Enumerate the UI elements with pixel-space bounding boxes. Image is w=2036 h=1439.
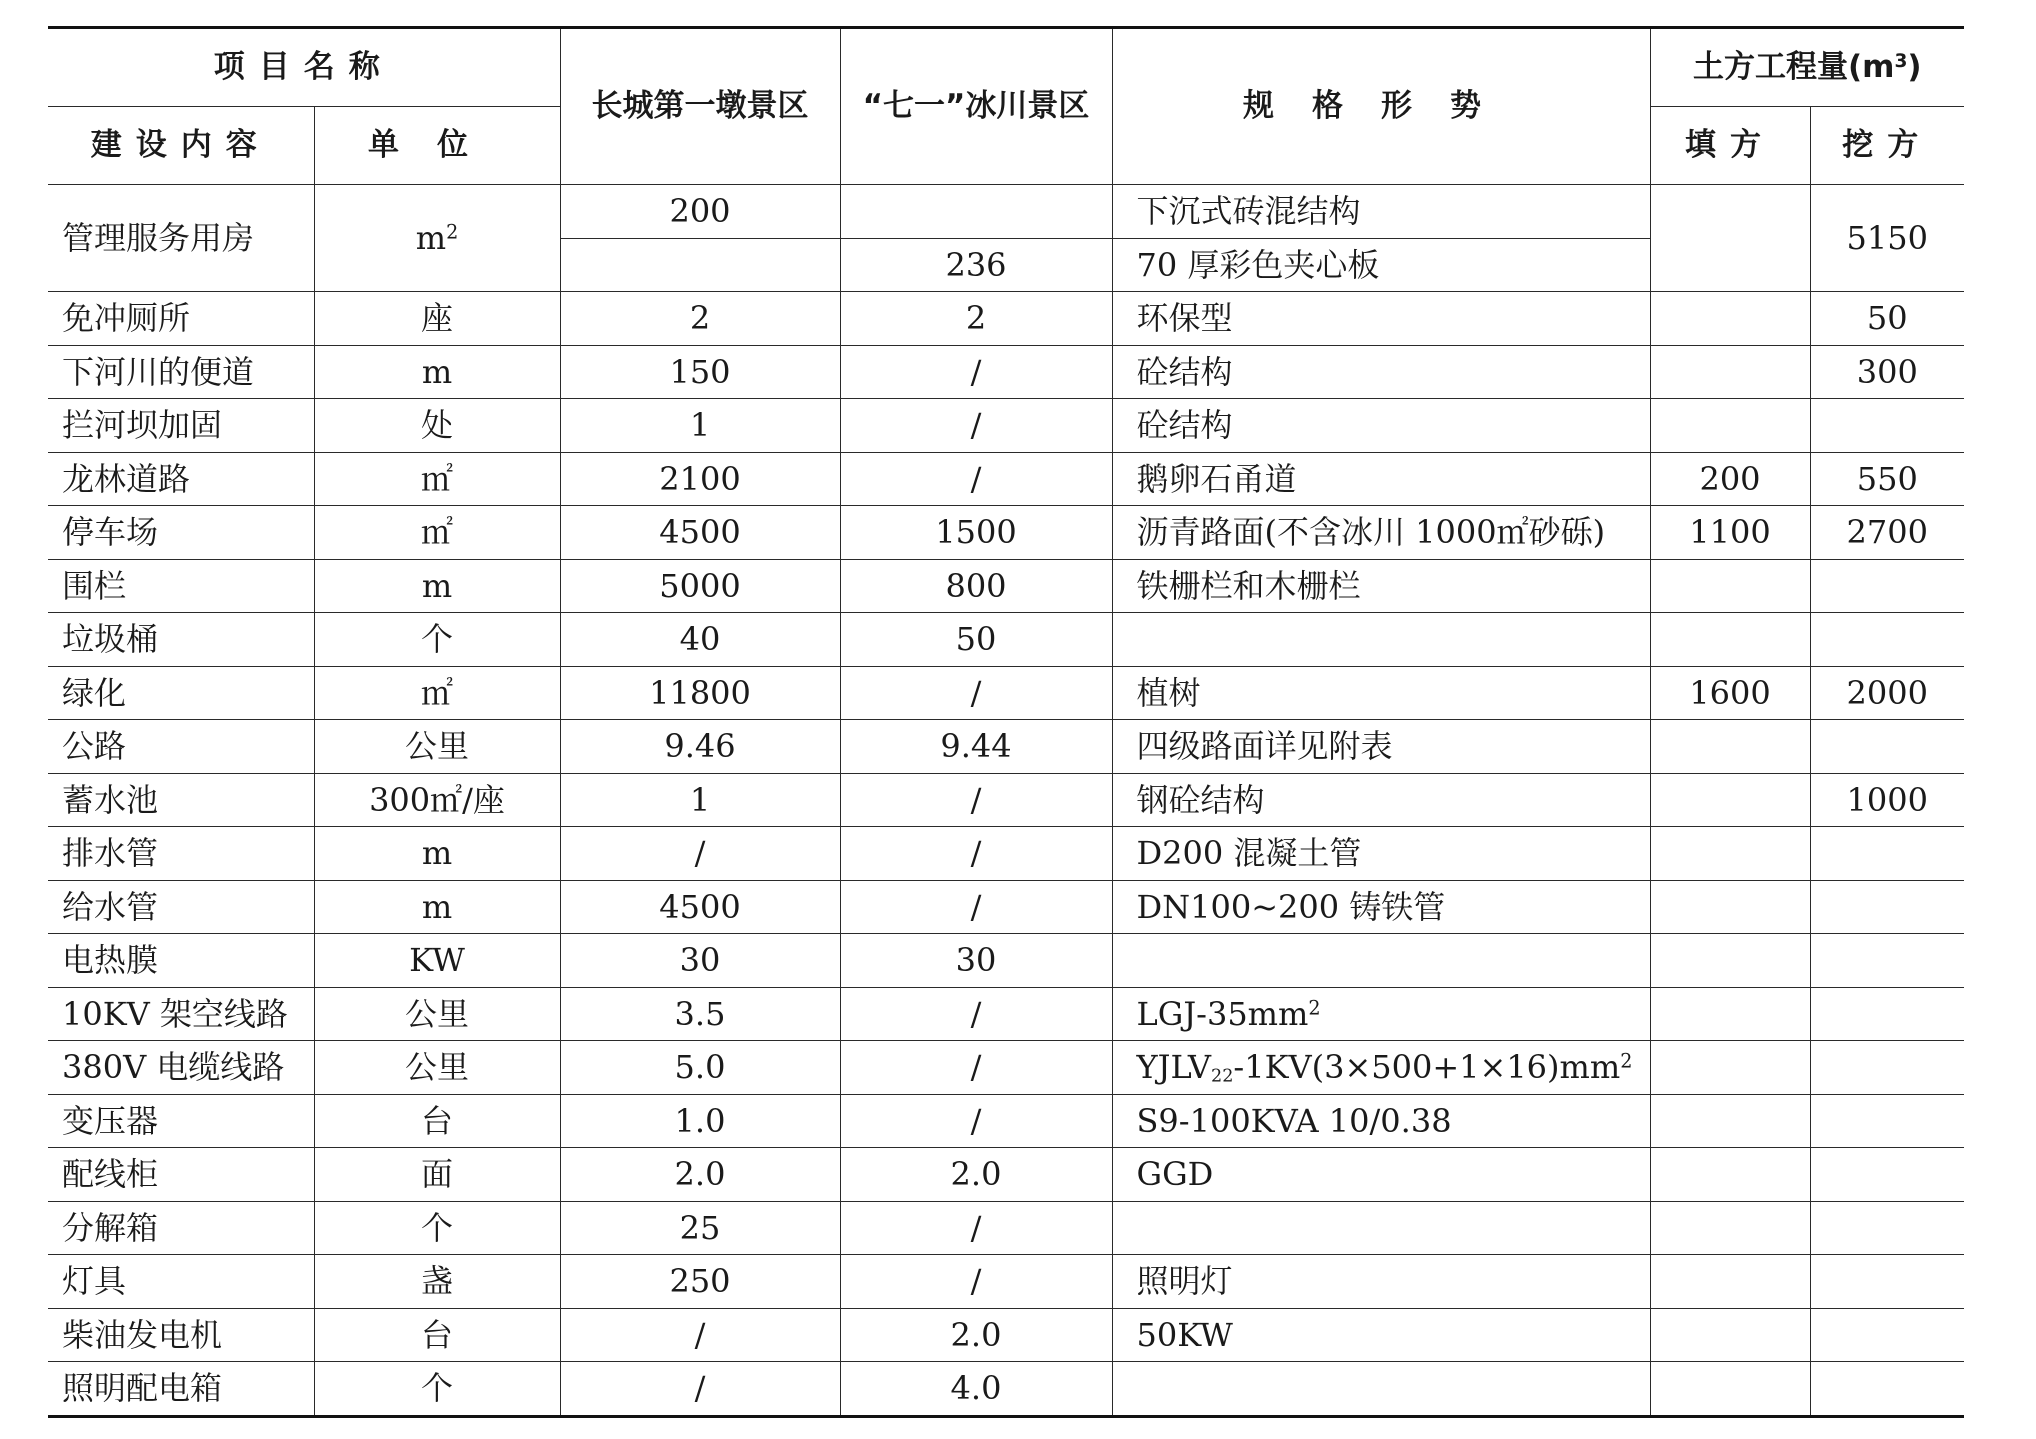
item-name: 拦河坝加固	[48, 399, 314, 453]
spec-value: 环保型	[1112, 292, 1650, 346]
table-row	[48, 613, 1964, 667]
table-row	[48, 345, 1964, 399]
item-unit: m	[314, 827, 560, 881]
excavate-value: 5150	[1810, 185, 1964, 292]
fill-value	[1650, 613, 1810, 667]
table-row	[48, 773, 1964, 827]
table-row	[48, 1308, 1964, 1362]
item-name: 变压器	[48, 1094, 314, 1148]
spec-value: DN100~200 铸铁管	[1112, 880, 1650, 934]
site-a-value: /	[560, 827, 840, 881]
site-a-value: 4500	[560, 880, 840, 934]
site-a-value: 1	[560, 399, 840, 453]
site-a-value: /	[560, 1308, 840, 1362]
item-unit: 面	[314, 1148, 560, 1202]
site-a-value: 9.46	[560, 720, 840, 774]
site-b-value: /	[840, 987, 1112, 1041]
site-b-value: 9.44	[840, 720, 1112, 774]
spec-value: 沥青路面(不含冰川 1000㎡砂砾)	[1112, 506, 1650, 560]
header-excavate: 挖方	[1810, 107, 1964, 185]
spec-value: 下沉式砖混结构	[1112, 185, 1650, 239]
header-fill: 填方	[1650, 107, 1810, 185]
excavate-value	[1810, 1308, 1964, 1362]
table-row	[48, 185, 1964, 239]
site-a-value: 30	[560, 934, 840, 988]
table-row	[48, 1255, 1964, 1309]
table-header	[48, 28, 1964, 185]
item-name: 围栏	[48, 559, 314, 613]
fill-value	[1650, 399, 1810, 453]
table-row	[48, 1094, 1964, 1148]
header-site-b: “七一”冰川景区	[840, 28, 1112, 185]
item-name: 管理服务用房	[48, 185, 314, 292]
fill-value: 1600	[1650, 666, 1810, 720]
item-name: 公路	[48, 720, 314, 774]
site-b-value: 1500	[840, 506, 1112, 560]
excavate-value: 300	[1810, 345, 1964, 399]
fill-value	[1650, 292, 1810, 346]
item-name: 垃圾桶	[48, 613, 314, 667]
spec-value	[1112, 1362, 1650, 1417]
spec-value: D200 混凝土管	[1112, 827, 1650, 881]
item-unit: 公里	[314, 1041, 560, 1095]
item-name: 380V 电缆线路	[48, 1041, 314, 1095]
construction-table	[48, 26, 1964, 1418]
spec-value: 鹅卵石甬道	[1112, 452, 1650, 506]
item-name: 分解箱	[48, 1201, 314, 1255]
table-row	[48, 720, 1964, 774]
site-a-value: 4500	[560, 506, 840, 560]
fill-value	[1650, 987, 1810, 1041]
header-construction-content: 建设内容	[48, 107, 314, 185]
fill-value	[1650, 720, 1810, 774]
spec-value: 钢砼结构	[1112, 773, 1650, 827]
item-unit: 300㎡/座	[314, 773, 560, 827]
site-a-value: 11800	[560, 666, 840, 720]
fill-value: 200	[1650, 452, 1810, 506]
fill-value	[1650, 827, 1810, 881]
site-b-value: /	[840, 1094, 1112, 1148]
table-row	[48, 666, 1964, 720]
site-a-value: 200	[560, 185, 840, 239]
table-row	[48, 934, 1964, 988]
fill-value	[1650, 1308, 1810, 1362]
spec-value: 50KW	[1112, 1308, 1650, 1362]
table-row	[48, 292, 1964, 346]
item-unit: 台	[314, 1094, 560, 1148]
fill-value	[1650, 773, 1810, 827]
item-unit: $m^2$	[314, 185, 560, 292]
fill-value	[1650, 1362, 1810, 1417]
item-unit: 个	[314, 1201, 560, 1255]
table-row	[48, 827, 1964, 881]
item-unit: ㎡	[314, 506, 560, 560]
spec-value: 四级路面详见附表	[1112, 720, 1650, 774]
site-b-value: 2	[840, 292, 1112, 346]
header-earthwork: 土方工程量$(m^3)$	[1650, 28, 1964, 107]
site-a-value: 5000	[560, 559, 840, 613]
site-b-value: /	[840, 773, 1112, 827]
spec-value	[1112, 1201, 1650, 1255]
spec-value: 砼结构	[1112, 345, 1650, 399]
table-row	[48, 506, 1964, 560]
excavate-value: 2000	[1810, 666, 1964, 720]
item-name: 电热膜	[48, 934, 314, 988]
site-b-value: 2.0	[840, 1308, 1112, 1362]
item-unit: 座	[314, 292, 560, 346]
excavate-value	[1810, 987, 1964, 1041]
fill-value	[1650, 934, 1810, 988]
header-spec: 规格形势	[1112, 28, 1650, 185]
spec-value: S9-100KVA 10/0.38	[1112, 1094, 1650, 1148]
site-a-value: /	[560, 1362, 840, 1417]
excavate-value	[1810, 1094, 1964, 1148]
site-b-value: 50	[840, 613, 1112, 667]
fill-value	[1650, 559, 1810, 613]
site-a-value: 2	[560, 292, 840, 346]
item-unit: ㎡	[314, 666, 560, 720]
fill-value	[1650, 185, 1810, 292]
table-row	[48, 1148, 1964, 1202]
site-a-value	[560, 238, 840, 292]
excavate-value: 1000	[1810, 773, 1964, 827]
excavate-value	[1810, 1201, 1964, 1255]
site-a-value: 2100	[560, 452, 840, 506]
item-unit: m	[314, 345, 560, 399]
item-unit: 台	[314, 1308, 560, 1362]
site-b-value: /	[840, 1201, 1112, 1255]
excavate-value	[1810, 559, 1964, 613]
table-row	[48, 1362, 1964, 1417]
item-name: 给水管	[48, 880, 314, 934]
header-project-name: 项目名称	[48, 28, 560, 107]
table-row	[48, 452, 1964, 506]
excavate-value	[1810, 1041, 1964, 1095]
site-b-value: /	[840, 666, 1112, 720]
site-b-value: /	[840, 345, 1112, 399]
site-a-value: 25	[560, 1201, 840, 1255]
site-b-value: /	[840, 827, 1112, 881]
table-row	[48, 987, 1964, 1041]
site-b-value: /	[840, 452, 1112, 506]
excavate-value	[1810, 934, 1964, 988]
item-unit: m	[314, 559, 560, 613]
site-b-value: 30	[840, 934, 1112, 988]
spec-value	[1112, 613, 1650, 667]
item-unit: 个	[314, 613, 560, 667]
item-name: 灯具	[48, 1255, 314, 1309]
table-row	[48, 880, 1964, 934]
item-unit: 盏	[314, 1255, 560, 1309]
site-b-value: /	[840, 880, 1112, 934]
fill-value	[1650, 345, 1810, 399]
site-b-value: 800	[840, 559, 1112, 613]
item-name: 绿化	[48, 666, 314, 720]
fill-value	[1650, 1148, 1810, 1202]
item-unit: 处	[314, 399, 560, 453]
fill-value	[1650, 1201, 1810, 1255]
item-unit: KW	[314, 934, 560, 988]
item-name: 照明配电箱	[48, 1362, 314, 1417]
table-row	[48, 1201, 1964, 1255]
excavate-value	[1810, 613, 1964, 667]
site-b-value: 2.0	[840, 1148, 1112, 1202]
item-name: 免冲厕所	[48, 292, 314, 346]
excavate-value	[1810, 720, 1964, 774]
excavate-value	[1810, 1255, 1964, 1309]
site-b-value: /	[840, 1041, 1112, 1095]
excavate-value	[1810, 880, 1964, 934]
fill-value: 1100	[1650, 506, 1810, 560]
item-unit: m	[314, 880, 560, 934]
spec-value: 照明灯	[1112, 1255, 1650, 1309]
site-a-value: 1	[560, 773, 840, 827]
table-row	[48, 1041, 1964, 1095]
site-b-value: 4.0	[840, 1362, 1112, 1417]
site-b-value	[840, 185, 1112, 239]
site-a-value: 150	[560, 345, 840, 399]
excavate-value	[1810, 827, 1964, 881]
item-name: 龙林道路	[48, 452, 314, 506]
spec-value: LGJ-$35mm^2$	[1112, 987, 1650, 1041]
header-site-a: 长城第一墩景区	[560, 28, 840, 185]
item-name: 下河川的便道	[48, 345, 314, 399]
fill-value	[1650, 1255, 1810, 1309]
item-unit: 公里	[314, 987, 560, 1041]
fill-value	[1650, 1041, 1810, 1095]
excavate-value: 2700	[1810, 506, 1964, 560]
spec-value: 砼结构	[1112, 399, 1650, 453]
table-row	[48, 399, 1964, 453]
site-b-value: /	[840, 399, 1112, 453]
table-row	[48, 559, 1964, 613]
fill-value	[1650, 1094, 1810, 1148]
excavate-value	[1810, 1362, 1964, 1417]
item-name: 蓄水池	[48, 773, 314, 827]
site-a-value: 1.0	[560, 1094, 840, 1148]
spec-value: 铁栅栏和木栅栏	[1112, 559, 1650, 613]
site-a-value: 5.0	[560, 1041, 840, 1095]
table-body	[48, 185, 1964, 1417]
excavate-value	[1810, 1148, 1964, 1202]
site-a-value: 250	[560, 1255, 840, 1309]
item-name: 排水管	[48, 827, 314, 881]
spec-value: 植树	[1112, 666, 1650, 720]
item-unit: 个	[314, 1362, 560, 1417]
item-name: 10KV 架空线路	[48, 987, 314, 1041]
fill-value	[1650, 880, 1810, 934]
spec-value: $YJLV_{22}-1KV(3\times 500+1\times 16)mm^2$	[1112, 1041, 1650, 1095]
header-unit: 单位	[314, 107, 560, 185]
excavate-value: 50	[1810, 292, 1964, 346]
site-a-value: 2.0	[560, 1148, 840, 1202]
excavate-value	[1810, 399, 1964, 453]
item-name: 停车场	[48, 506, 314, 560]
site-a-value: 40	[560, 613, 840, 667]
spec-value	[1112, 934, 1650, 988]
site-b-value: /	[840, 1255, 1112, 1309]
item-unit: 公里	[314, 720, 560, 774]
site-b-value: 236	[840, 238, 1112, 292]
item-name: 柴油发电机	[48, 1308, 314, 1362]
spec-value: 70 厚彩色夹心板	[1112, 238, 1650, 292]
item-unit: ㎡	[314, 452, 560, 506]
site-a-value: 3.5	[560, 987, 840, 1041]
spec-value: GGD	[1112, 1148, 1650, 1202]
excavate-value: 550	[1810, 452, 1964, 506]
item-name: 配线柜	[48, 1148, 314, 1202]
